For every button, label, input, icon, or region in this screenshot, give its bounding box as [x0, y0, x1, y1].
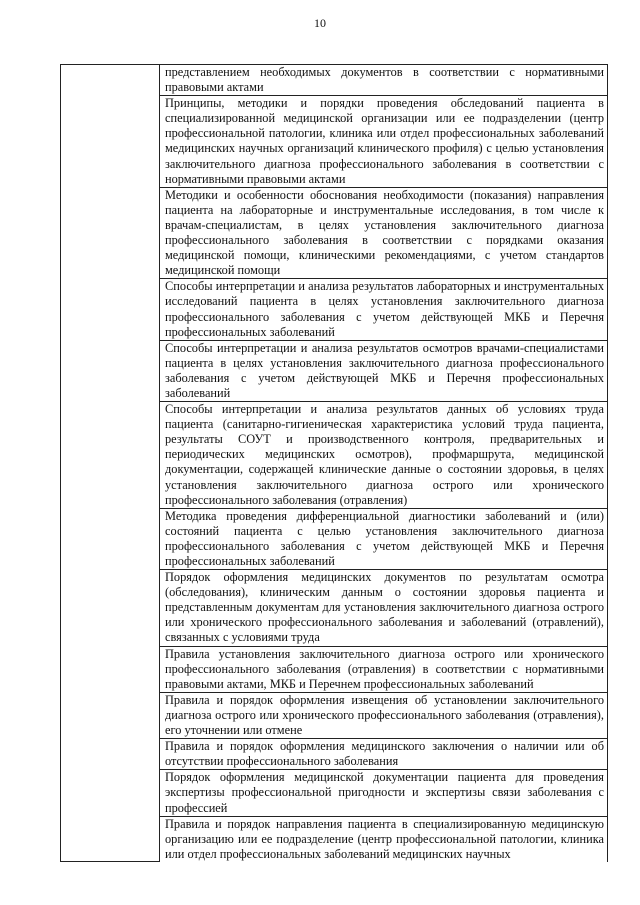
knowledge-cell: Способы интерпретации и анализа результатов осмотров врачами-специалистами пациента в целях установления заключительного диагноза профессионального заболевания с учетом действующей МКБ и Перечня профессиональных заболеваний: [160, 340, 608, 401]
competency-table: [60, 64, 608, 862]
knowledge-cell: Способы интерпретации и анализа результатов лабораторных и инструментальных исследований пациента в целях установления заключительного диагноза профессионального заболевания с учетом действующей МКБ и Перечня профессиональных заболеваний: [160, 279, 608, 340]
knowledge-cell: Методика проведения дифференциальной диагностики заболеваний и (или) состояний пациента с целью установления заключительного диагноза профессионального заболевания с учетом действующей МКБ и Перечня профессиональных заболеваний: [160, 508, 608, 569]
knowledge-cell: Способы интерпретации и анализа результатов данных об условиях труда пациента (санитарно-гигиеническая характеристика условий труда пациента, результаты СОУТ и производственного контроля, предварительных и периодических медицинских осмотров), профмаршрута, медицинской документации, содержащей клинические данные о состоянии здоровья, в целях установления заключительного диагноза острого или хронического профессионального заболевания (отравления): [160, 402, 608, 509]
knowledge-cell: Правила установления заключительного диагноза острого или хронического профессионального заболевания (отравления) в соответствии с нормативными правовыми актами, МКБ и Перечнем профессиональных заболеваний: [160, 646, 608, 692]
knowledge-cell: Правила и порядок оформления извещения об установлении заключительного диагноза острого или хронического профессионального заболевания (отравления), его уточнении или отмене: [160, 692, 608, 738]
knowledge-cell: Порядок оформления медицинской документации пациента для проведения экспертизы профессиональной пригодности и экспертизы связи заболевания с профессией: [160, 770, 608, 816]
page-number: 10: [314, 16, 326, 30]
knowledge-cell: Правила и порядок оформления медицинского заключения о наличии или об отсутствии профессионального заболевания: [160, 739, 608, 770]
knowledge-cell: Методики и особенности обоснования необходимости (показания) направления пациента на лабораторные и инструментальные исследования, в том числе к врачам-специалистам, в целях установления заключительного диагноза профессионального заболевания в соответствии с порядками оказания медицинской помощи, клиническими рекомендациями, с учетом стандартов медицинской помощи: [160, 187, 608, 279]
knowledge-cell: Порядок оформления медицинских документов по результатам осмотра (обследования), клиническим данным о состоянии здоровья пациента и представленным документам для установления заключительного диагноза острого или хронического профессионального заболевания и заболеваний (отравлений), связанных с условиями труда: [160, 570, 608, 646]
knowledge-cell: представлением необходимых документов в соответствии с нормативными правовыми актами: [160, 65, 608, 96]
left-column-cell: [61, 65, 160, 862]
knowledge-cell: Правила и порядок направления пациента в специализированную медицинскую организацию или ее подразделение (центр профессиональной патологии, клиника или отдел профессиональных заболеваний медицинских научных: [160, 816, 608, 862]
knowledge-cell: Принципы, методики и порядки проведения обследований пациента в специализированной медицинской организации или ее подразделении (центр профессиональной патологии, клиника или отдел профессиональных заболеваний медицинских научных организаций клинического профиля) с целью установления заключительного диагноза профессионального заболевания в соответствии с нормативными правовыми актами: [160, 96, 608, 188]
table-row: [61, 65, 608, 96]
